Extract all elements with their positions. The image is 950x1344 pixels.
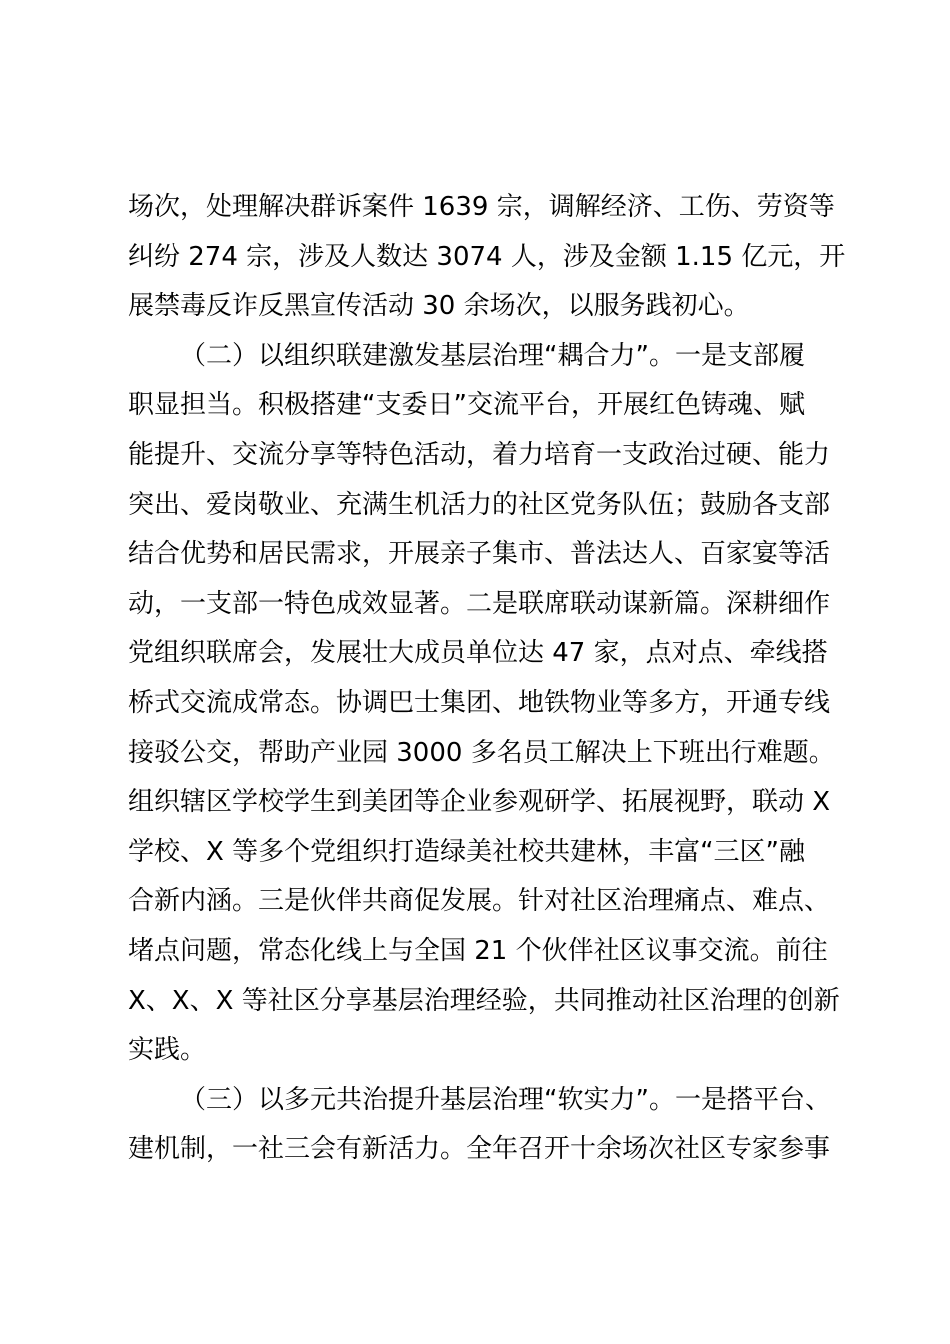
paragraph-2-line-13: 堵点问题，常态化线上与全国 21 个伙伴社区议事交流。前往 [128, 935, 828, 966]
paragraph-2-line-10: 组织辖区学校学生到美团等企业参观研学、拓展视野，联动 X [128, 787, 831, 818]
paragraph-2-line-14: X、X、X 等社区分享基层治理经验，共同推动社区治理的创新 [128, 985, 840, 1016]
paragraph-1-line-3: 展禁毒反诈反黑宣传活动 30 余场次，以服务践初心。 [128, 291, 750, 322]
paragraph-2-line-11: 学校、X 等多个党组织打造绿美社校共建林，丰富“三区”融 [128, 836, 806, 867]
paragraph-1-line-1: 场次，处理解决群诉案件 1639 宗，调解经济、工伤、劳资等 [128, 192, 835, 222]
paragraph-2-line-12: 合新内涵。三是伙伴共商促发展。针对社区治理痛点、难点、 [128, 886, 831, 917]
paragraph-2-line-5: 结合优势和居民需求，开展亲子集市、普法达人、百家宴等活 [128, 539, 831, 570]
paragraph-2-line-8: 桥式交流成常态。协调巴士集团、地铁物业等多方，开通专线 [128, 687, 831, 718]
paragraph-2-line-15: 实践。 [128, 1035, 207, 1066]
paragraph-2-line-2: 职显担当。积极搭建“支委日”交流平台，开展红色铸魂、赋 [128, 390, 805, 421]
paragraph-2-line-4: 突出、爱岗敬业、充满生机活力的社区党务队伍；鼓励各支部 [128, 489, 831, 520]
document-body [128, 183, 846, 1175]
paragraph-1-line-2: 纠纷 274 宗，涉及人数达 3074 人，涉及金额 1.15 亿元，开 [128, 241, 846, 272]
paragraph-2-line-1: （二）以组织联建激发基层治理“耦合力”。一是支部履 [180, 340, 805, 371]
paragraph-2-line-9: 接驳公交，帮助产业园 3000 多名员工解决上下班出行难题。 [128, 737, 835, 768]
paragraph-2-line-6: 动，一支部一特色成效显著。二是联席联动谋新篇。深耕细作 [128, 588, 831, 619]
paragraph-2-line-3: 能提升、交流分享等特色活动，着力培育一支政治过硬、能力 [128, 439, 831, 470]
paragraph-3-line-1: （三）以多元共治提升基层治理“软实力”。一是搭平台、 [180, 1084, 831, 1115]
paragraph-2-line-7: 党组织联席会，发展壮大成员单位达 47 家，点对点、牵线搭 [128, 638, 828, 669]
paragraph-3-line-2: 建机制，一社三会有新活力。全年召开十余场次社区专家参事 [128, 1134, 831, 1165]
